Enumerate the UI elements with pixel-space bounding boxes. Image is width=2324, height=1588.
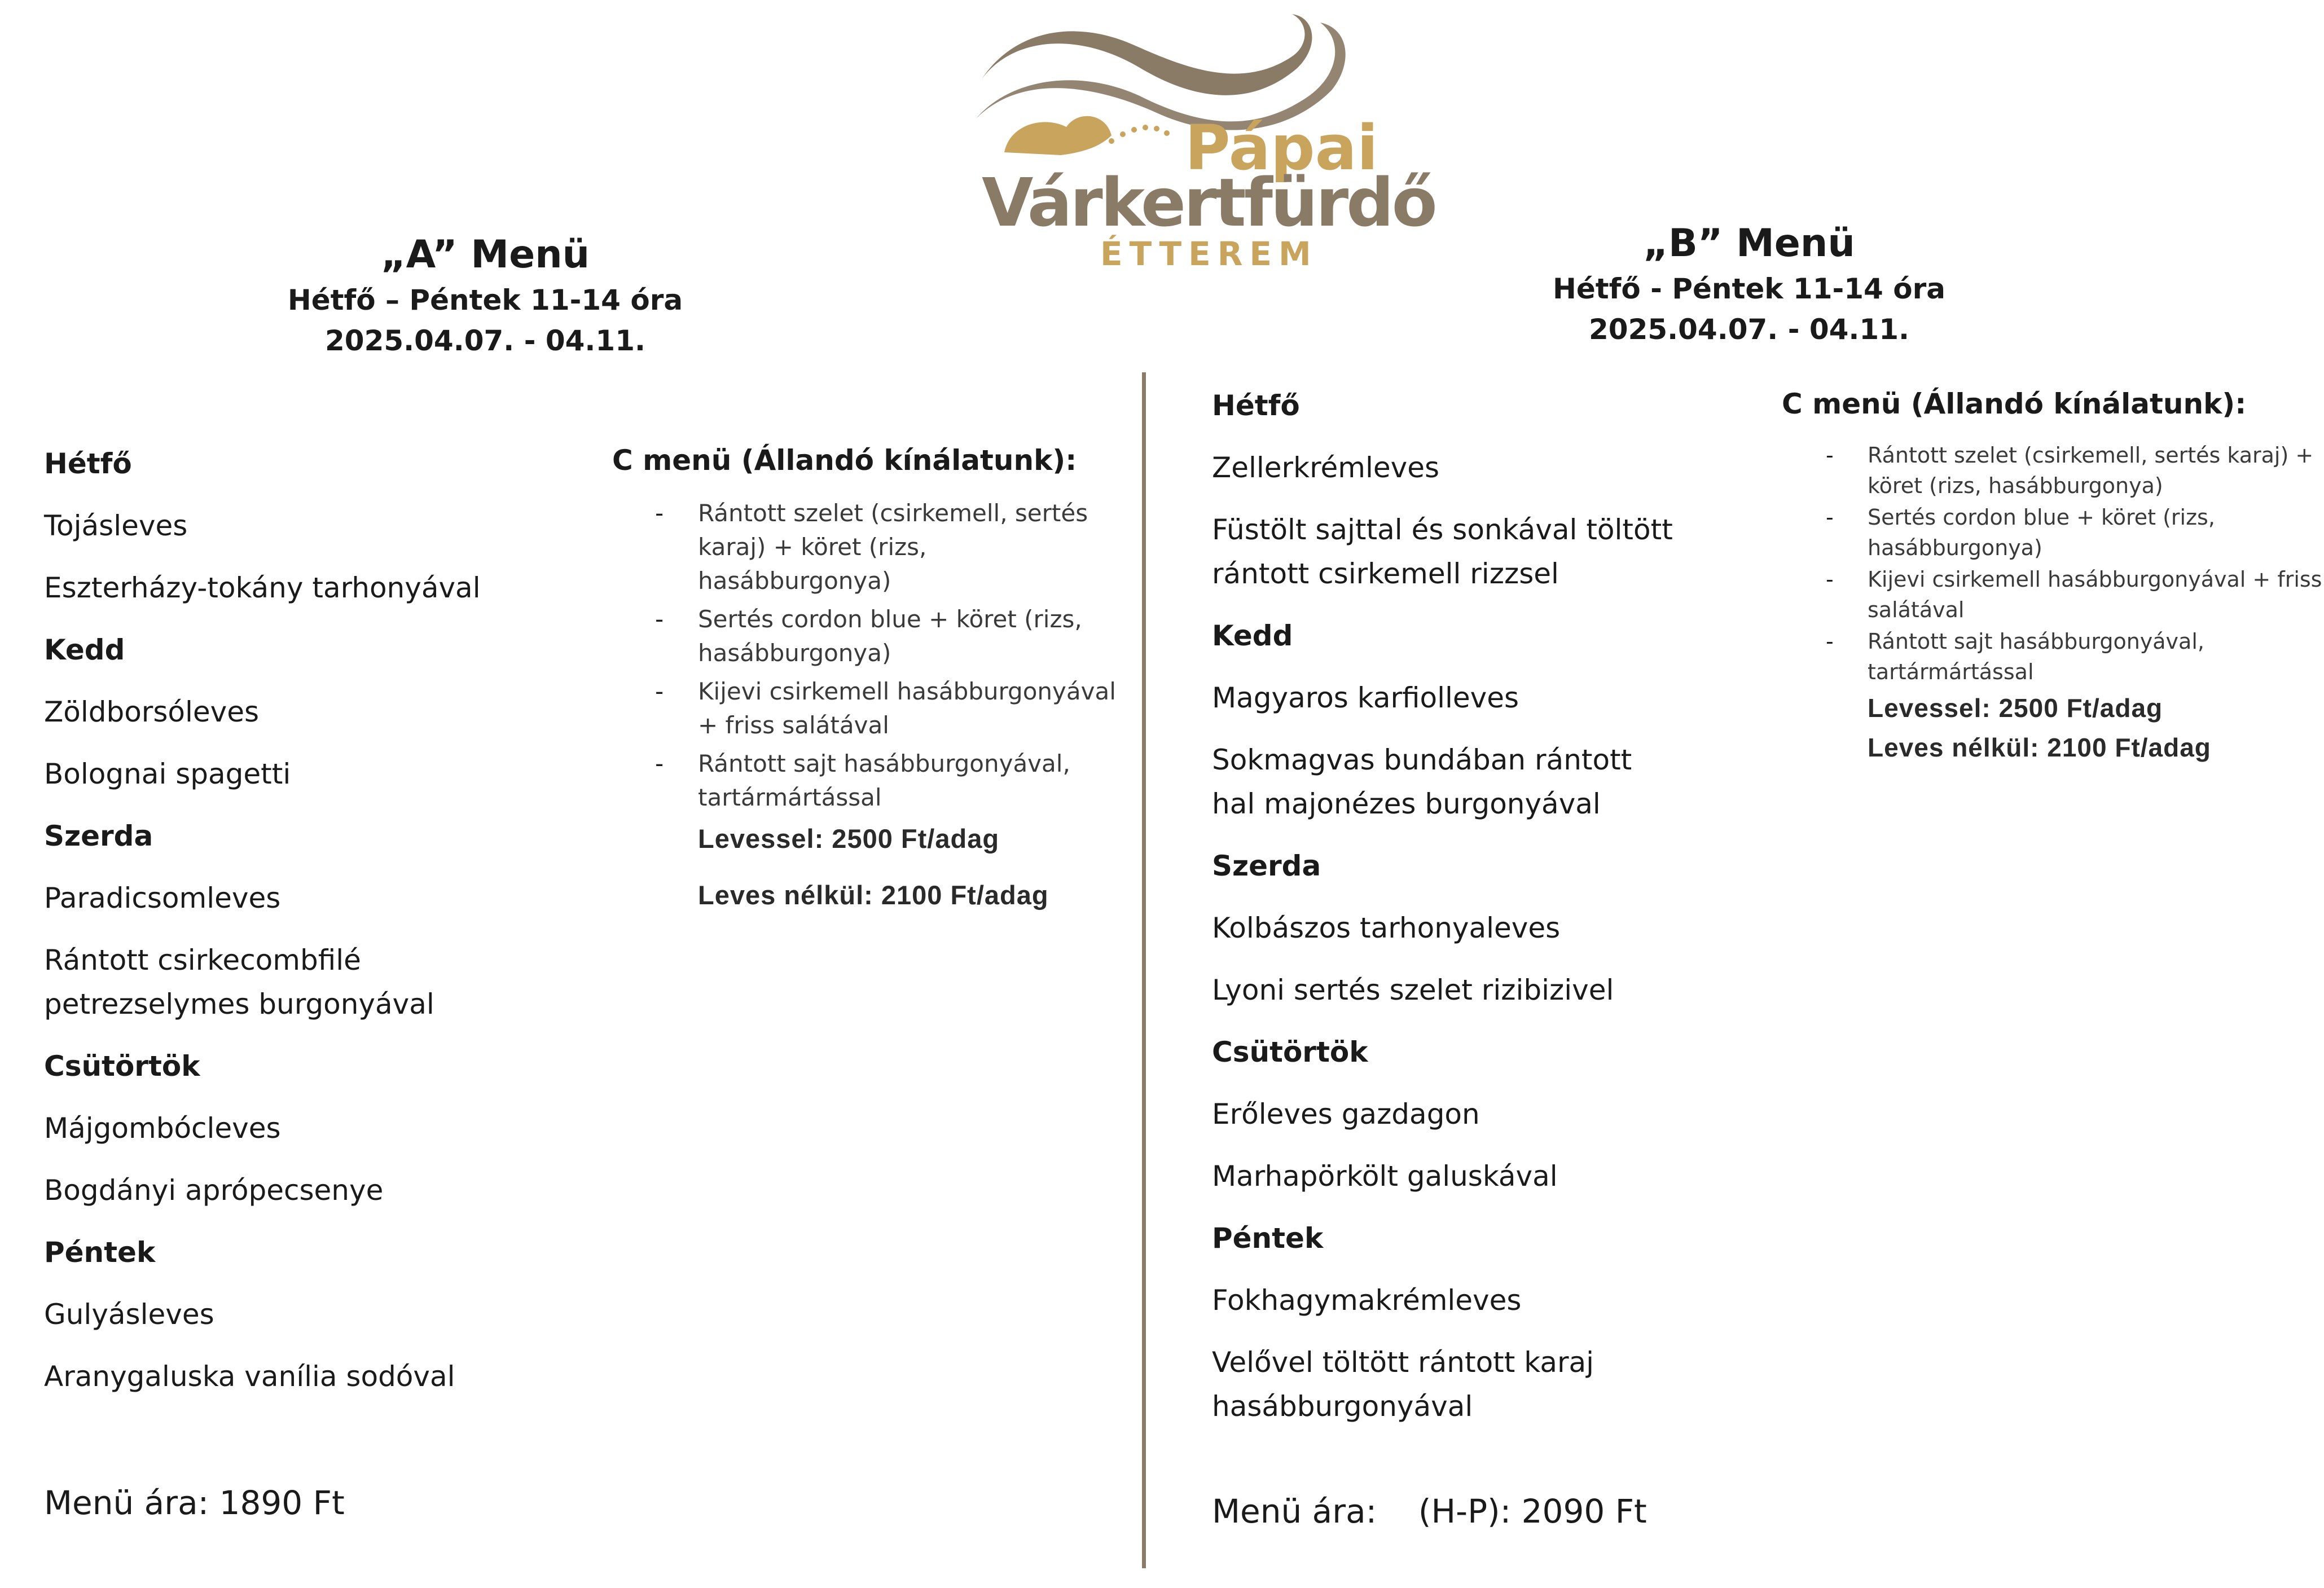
- list-dash: -: [1826, 505, 1834, 530]
- menu-a-days-line: Hétfő – Péntek 11-14 óra: [287, 284, 683, 316]
- menu-a-header: [248, 230, 722, 361]
- dish-item: Marhapörkölt galuskával: [1212, 1160, 1558, 1193]
- dish-item: Tojásleves: [44, 509, 188, 542]
- c-menu-item-text: Kijevi csirkemell hasábburgonyával + friss salátával: [1868, 567, 2322, 622]
- c-menu-item-text: Sertés cordon blue + köret (rizs, hasábburgonya): [1868, 505, 2215, 560]
- day-heading: Kedd: [44, 634, 125, 666]
- dish-item: Zellerkrémleves: [1212, 451, 1440, 484]
- menu-b-days-line: Hétfő - Péntek 11-14 óra: [1552, 272, 1946, 305]
- c-menu-item-text: Rántott szelet (csirkemell, sertés karaj) + köret (rizs, hasábburgonya): [698, 499, 1088, 595]
- c-menu-item: [1826, 564, 2323, 625]
- c-menu-item-text: Rántott sajt hasábburgonyával, tartármártással: [1868, 629, 2204, 684]
- logo-text-etterem: ÉTTEREM: [1100, 235, 1318, 273]
- c-menu-price-without-soup: Leves nélkül: 2100 Ft/adag: [698, 880, 1049, 910]
- dish-item: Gulyásleves: [44, 1298, 214, 1331]
- c-menu-item: [1826, 440, 2323, 501]
- day-heading: Hétfő: [44, 447, 132, 480]
- c-menu-price-with-soup: Levessel: 2500 Ft/adag: [698, 824, 1000, 854]
- c-menu-item: [655, 602, 1120, 670]
- c-menu-price-without-soup: Leves nélkül: 2100 Ft/adag: [1868, 733, 2211, 762]
- c-menu-item-text: Sertés cordon blue + köret (rizs, hasábburgonya): [698, 605, 1082, 667]
- dish-item: Velővel töltött rántott karaj hasábburgonyával: [1212, 1346, 1594, 1423]
- day-heading: Péntek: [44, 1236, 156, 1269]
- menu-b-header: [1512, 219, 1986, 350]
- menu-a-date-line: 2025.04.07. - 04.11.: [324, 324, 646, 357]
- dish-item: Sokmagvas bundában rántott hal majonézes burgonyával: [1212, 744, 1632, 820]
- day-heading: Szerda: [44, 820, 153, 852]
- day-heading: Csütörtök: [44, 1050, 200, 1083]
- menu-a-price: Menü ára: 1890 Ft: [44, 1484, 345, 1522]
- dish-item: Lyoni sertés szelet rizibizivel: [1212, 974, 1614, 1006]
- logo-text-papai: Pápai: [1185, 112, 1378, 184]
- dish-item: Májgombócleves: [44, 1112, 281, 1145]
- dish-item: Bogdányi aprópecsenye: [44, 1174, 384, 1207]
- c-menu-title: C menü (Állandó kínálatunk):: [1782, 388, 2247, 420]
- menu-b-price: Menü ára: (H-P): 2090 Ft: [1212, 1492, 1647, 1530]
- list-dash: -: [655, 499, 664, 527]
- c-menu-title: C menü (Állandó kínálatunk):: [612, 444, 1077, 477]
- menu-b-date-line: 2025.04.07. - 04.11.: [1588, 313, 1910, 346]
- list-dash: -: [1826, 629, 1834, 654]
- column-divider: [1142, 372, 1146, 1568]
- list-dash: -: [1826, 443, 1834, 468]
- c-menu-item: [655, 496, 1120, 598]
- dish-item: Rántott csirkecombfilé petrezselymes burgonyával: [44, 944, 434, 1020]
- day-heading: Szerda: [1212, 850, 1321, 882]
- day-heading: Péntek: [1212, 1222, 1324, 1255]
- logo-text-varkertfurdo: Várkertfürdő: [982, 164, 1435, 241]
- menu-a-c-menu: [612, 440, 1120, 915]
- c-menu-item: [1826, 626, 2323, 687]
- day-heading: Kedd: [1212, 619, 1293, 652]
- day-heading: Csütörtök: [1212, 1036, 1368, 1068]
- restaurant-logo: [970, 0, 1435, 273]
- menu-a-title: „A” Menü: [380, 232, 590, 277]
- list-dash: -: [655, 750, 664, 777]
- menu-a-day-list: [44, 442, 552, 1417]
- c-menu-item-text: Kijevi csirkemell hasábburgonyával + friss salátával: [698, 678, 1116, 739]
- menu-b-c-menu: [1782, 384, 2323, 767]
- c-menu-item: [1826, 502, 2323, 563]
- c-menu-item: [655, 747, 1120, 815]
- list-dash: -: [655, 678, 664, 705]
- dish-item: Paradicsomleves: [44, 882, 281, 914]
- list-dash: -: [655, 605, 664, 633]
- c-menu-item: [655, 675, 1120, 742]
- c-menu-list: [1826, 440, 2323, 687]
- dish-item: Füstölt sajttal és sonkával töltött rántott csirkemell rizzsel: [1212, 513, 1673, 590]
- c-menu-item-text: Rántott szelet (csirkemell, sertés karaj) + köret (rizs, hasábburgonya): [1868, 443, 2314, 498]
- dish-item: Eszterházy-tokány tarhonyával: [44, 571, 481, 604]
- dish-item: Bolognai spagetti: [44, 758, 291, 790]
- dish-item: Magyaros karfiolleves: [1212, 681, 1519, 714]
- dish-item: Zöldborsóleves: [44, 696, 260, 728]
- c-menu-list: [655, 496, 1120, 815]
- c-menu-item-text: Rántott sajt hasábburgonyával, tartármártással: [698, 750, 1070, 811]
- menu-b-day-list: [1212, 384, 1720, 1446]
- dish-item: Erőleves gazdagon: [1212, 1098, 1480, 1130]
- list-dash: -: [1826, 567, 1834, 592]
- c-menu-price-with-soup: Levessel: 2500 Ft/adag: [1868, 693, 2163, 723]
- dish-item: Fokhagymakrémleves: [1212, 1284, 1522, 1317]
- day-heading: Hétfő: [1212, 389, 1300, 422]
- menu-b-title: „B” Menü: [1643, 221, 1855, 266]
- dish-item: Kolbászos tarhonyaleves: [1212, 912, 1561, 944]
- dish-item: Aranygaluska vanília sodóval: [44, 1360, 455, 1393]
